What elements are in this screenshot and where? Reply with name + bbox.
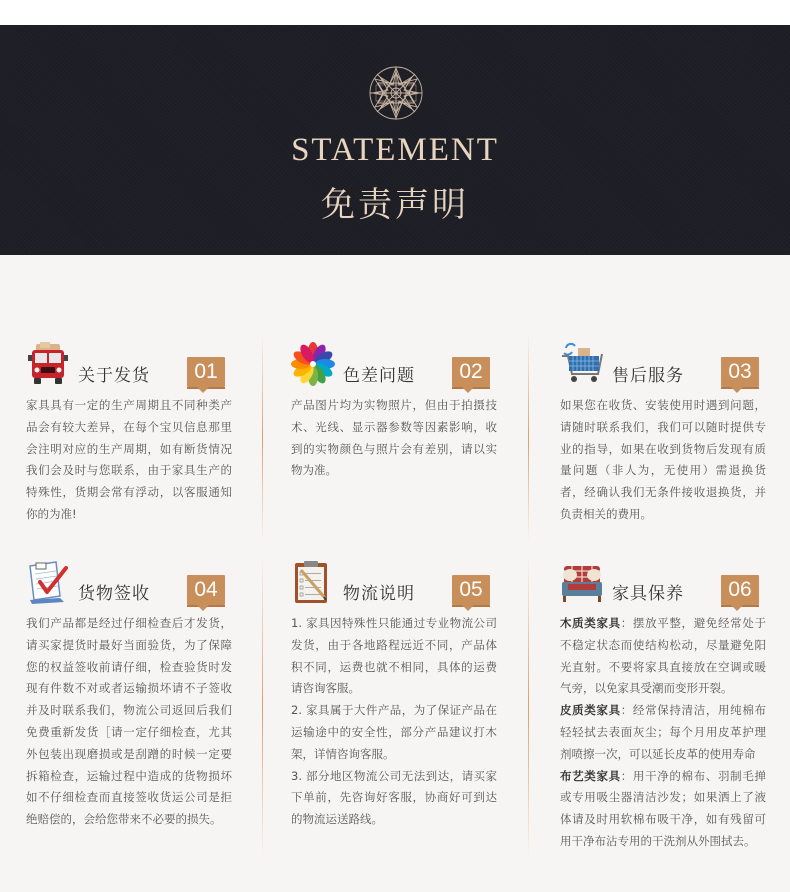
card-number-badge: 04 <box>187 575 225 605</box>
card-title: 关于发货 <box>78 366 150 386</box>
care-label: 布艺类家具 <box>560 768 621 783</box>
armchair-icon <box>560 560 604 604</box>
card-body <box>560 613 766 853</box>
star-mandala-emblem-icon <box>368 65 424 121</box>
card-paragraph: 我们产品都是经过仔细检查后才发货，请买家提货时最好当面验货，为了保障您的权益签收前请仔细，检查验货时发现有件数不对或者运输损坏请不子签收并及时联系我们，物流公司返回后我们免费重新发货［请一定仔细检查，尤其外包装出现磨损或是刮蹭的时候一定要拆箱检查，运输过程中造成的货物损坏如不仔细检查而直接签收货运公司是拒绝赔偿的，会给您带来不必要的损失。 <box>26 616 232 827</box>
card-body <box>291 395 497 482</box>
care-label: 木质类家具 <box>560 616 621 630</box>
card-paragraph: 产品图片均为实物照片，但由于拍摄技术、光线、显示器参数等因素影响，收到的实物颜色与照片会有差别，请以实物为准。 <box>291 398 497 478</box>
card-paragraph: 2. 家具属于大件产品，为了保证产品在运输途中的安全性，部分产品建议打木架，详情咨询客服。 <box>291 703 497 761</box>
card-title: 货物签收 <box>78 584 150 604</box>
shopping-cart-icon <box>560 342 604 386</box>
card-title: 家具保养 <box>612 584 684 604</box>
card-title: 物流说明 <box>343 584 415 604</box>
column-divider <box>528 555 529 860</box>
care-section-wood <box>560 613 766 700</box>
card-paragraph: 3. 部分地区物流公司无法到达，请买家下单前，先咨询好客服，协商好可到达的物流运送路线。 <box>291 768 497 827</box>
card-number-badge: 02 <box>452 357 490 387</box>
column-divider <box>528 333 529 543</box>
card-body <box>26 613 232 831</box>
column-divider <box>262 333 263 543</box>
card-body <box>291 613 497 831</box>
card-title: 色差问题 <box>343 366 415 386</box>
clipboard-pencil-icon <box>291 560 335 604</box>
statement-banner <box>0 25 790 255</box>
card-paragraph: 1. 家具因特殊性只能通过专业物流公司发货，由于各地路程远近不同，产品体积不同，运费也就不相同，具体的运费请咨询客服。 <box>291 616 497 696</box>
care-text: ：用干净的棉布、羽制毛掸或专用吸尘器清洁沙发；如果洒上了液体请及时用软棉布吸干净，如有残留可用干净布沾专用的干洗剂从外围拭去。 <box>560 768 766 848</box>
card-title: 售后服务 <box>612 366 684 386</box>
banner-title-chinese: 免责声明 <box>321 185 469 225</box>
checklist-checkmark-icon <box>26 560 70 604</box>
card-paragraph: 家具具有一定的生产周期且不同种类产品会有较大差异，在每个宝贝信息那里会注明对应的生产周期，如有断货情况我们会及时与您联系，由于家具生产的特殊性，货期会常有浮动，以客服通知你的为准! <box>26 398 232 521</box>
card-number-badge: 06 <box>721 575 759 605</box>
disclaimer-content <box>0 255 790 892</box>
care-section-leather <box>560 700 766 765</box>
banner-title-english: STATEMENT <box>291 132 499 168</box>
card-body <box>560 395 766 526</box>
card-body <box>26 395 232 526</box>
top-spacer <box>0 0 790 25</box>
color-wheel-icon <box>291 342 335 386</box>
care-section-fabric <box>560 766 766 853</box>
card-number-badge: 01 <box>187 357 225 387</box>
card-number-badge: 03 <box>721 357 759 387</box>
care-text: ：经常保持清洁，用纯棉布轻轻拭去表面灰尘；每个月用皮革护理剂喷擦一次，可以延长皮革的使用寿命 <box>560 703 766 761</box>
column-divider <box>262 555 263 860</box>
care-label: 皮质类家具 <box>560 703 621 718</box>
card-number-badge: 05 <box>452 575 490 605</box>
delivery-truck-icon <box>26 342 70 386</box>
card-paragraph: 如果您在收货、安装使用时遇到问题，请随时联系我们，我们可以随时提供专业的指导，如果在收到货物后发现有质量问题（非人为，无使用）需退换货者，经确认我们无条件接收退换货，并负责相关的费用。 <box>560 398 766 521</box>
care-text: ：摆放平整，避免经常处于不稳定状态而使结构松动，尽量避免阳光直射。不要将家具直接放在空调或暖气旁，以免家具受潮而变形开裂。 <box>560 616 766 696</box>
